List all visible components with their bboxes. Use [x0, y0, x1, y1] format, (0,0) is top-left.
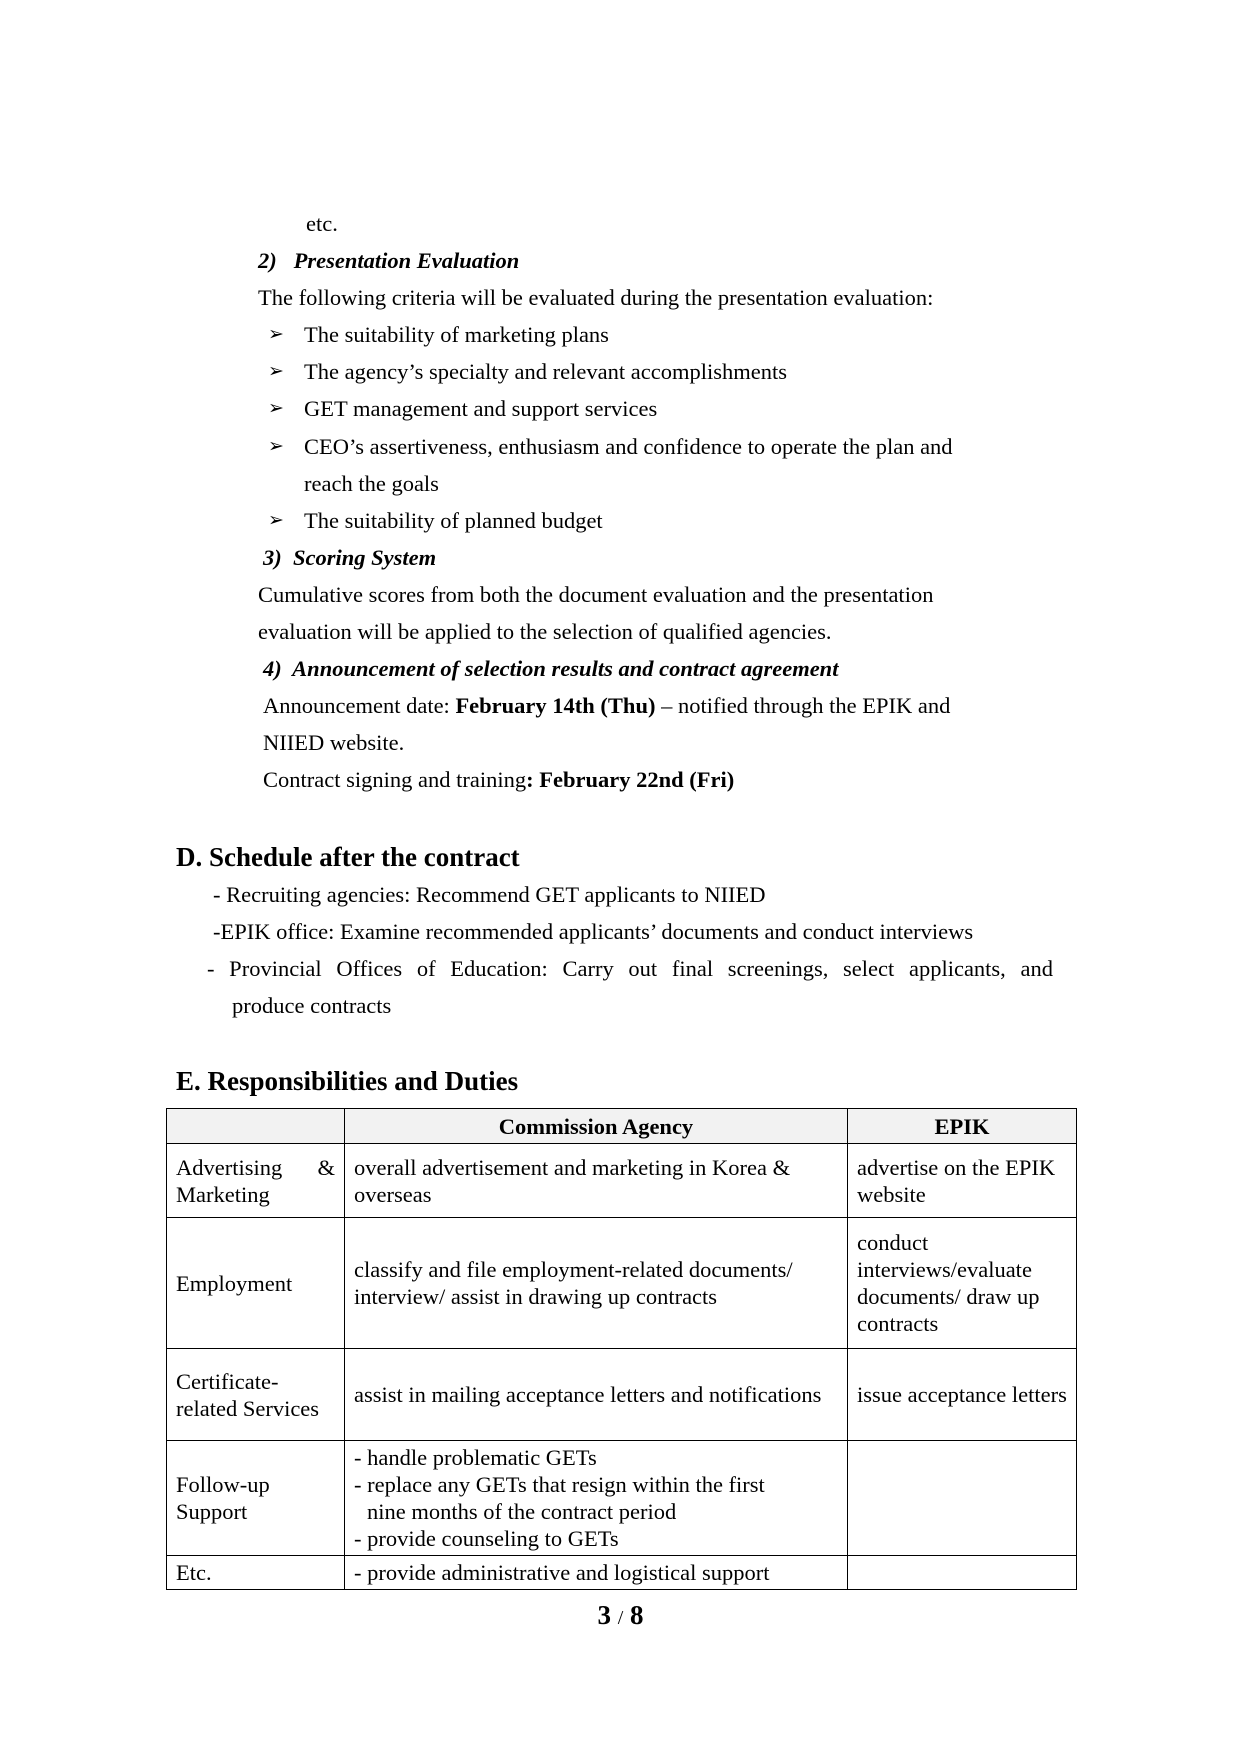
row-category: Certificate-related Services	[167, 1349, 345, 1441]
arrow-bullet-icon: ➢	[268, 361, 284, 382]
scoring-text-line1: Cumulative scores from both the document evaluation and the presentation	[258, 582, 934, 607]
scoring-heading-number: 3)	[263, 545, 282, 570]
criteria-item: The agency’s specialty and relevant accomplishments	[304, 359, 787, 384]
row-agency-duty: - provide administrative and logistical support	[345, 1556, 848, 1590]
section-e-title: E. Responsibilities and Duties	[176, 1066, 519, 1096]
row-agency-duty: classify and file employment-related documents/ interview/ assist in drawing up contracts	[345, 1218, 848, 1349]
criteria-item-continued: reach the goals	[304, 471, 439, 496]
continuation-text: etc.	[306, 211, 338, 236]
page-separator: /	[617, 1607, 624, 1629]
schedule-item-continued: produce contracts	[232, 993, 392, 1018]
header-commission-agency: Commission Agency	[345, 1109, 848, 1144]
header-epik: EPIK	[848, 1109, 1077, 1144]
row-category: Advertising & Marketing	[167, 1144, 345, 1218]
announcement-date-label: Announcement date:	[263, 693, 456, 718]
row-epik-duty: conduct interviews/evaluate documents/ draw up contracts	[848, 1218, 1077, 1349]
row-category: Etc.	[167, 1556, 345, 1590]
arrow-bullet-icon: ➢	[268, 398, 284, 419]
announcement-date-suffix-line2: NIIED website.	[263, 730, 405, 755]
presentation-intro: The following criteria will be evaluated during the presentation evaluation:	[258, 285, 934, 310]
scoring-heading-text: Scoring System	[293, 545, 437, 570]
row-category: Employment	[167, 1218, 345, 1349]
arrow-bullet-icon: ➢	[268, 436, 284, 457]
contract-signing-label: Contract signing and training	[263, 767, 527, 792]
table-row	[167, 1218, 1077, 1349]
section-d-title: D. Schedule after the contract	[176, 842, 520, 872]
scoring-heading	[263, 543, 436, 573]
duty-line: - provide counseling to GETs	[354, 1526, 619, 1551]
table-row	[167, 1144, 1077, 1218]
table-row	[167, 1556, 1077, 1590]
header-blank	[167, 1109, 345, 1144]
schedule-item: - Recruiting agencies: Recommend GET applicants to NIIED	[213, 882, 766, 907]
announcement-date-line	[263, 691, 950, 721]
announcement-heading-number: 4)	[263, 656, 282, 681]
row-epik-duty	[848, 1441, 1077, 1556]
responsibilities-table	[166, 1108, 1077, 1590]
announcement-heading-text: Announcement of selection results and contract agreement	[292, 656, 839, 681]
contract-signing-line	[263, 765, 734, 795]
row-agency-duty	[345, 1441, 848, 1556]
duty-line: - replace any GETs that resign within the first	[354, 1472, 765, 1497]
row-agency-duty: assist in mailing acceptance letters and notifications	[345, 1349, 848, 1441]
page-number	[0, 1600, 1241, 1633]
criteria-item: GET management and support services	[304, 396, 658, 421]
table-row	[167, 1441, 1077, 1556]
duty-line: - handle problematic GETs	[354, 1445, 597, 1470]
page-total: 8	[630, 1600, 644, 1630]
row-epik-duty: advertise on the EPIK website	[848, 1144, 1077, 1218]
page-current: 3	[597, 1600, 611, 1630]
table-row	[167, 1349, 1077, 1441]
presentation-heading-text: Presentation Evaluation	[293, 248, 520, 273]
schedule-item: -EPIK office: Examine recommended applicants’ documents and conduct interviews	[213, 919, 974, 944]
presentation-heading	[258, 246, 519, 276]
announcement-date-value: February 14th (Thu)	[455, 693, 656, 718]
contract-signing-value: : February 22nd (Fri)	[526, 767, 735, 792]
row-category: Follow-up Support	[167, 1441, 345, 1556]
row-epik-duty: issue acceptance letters	[848, 1349, 1077, 1441]
criteria-item: CEO’s assertiveness, enthusiasm and confidence to operate the plan and	[304, 434, 953, 459]
duty-line: nine months of the contract period	[367, 1499, 677, 1524]
arrow-bullet-icon: ➢	[268, 510, 284, 531]
scoring-text-line2: evaluation will be applied to the selection of qualified agencies.	[258, 619, 832, 644]
arrow-bullet-icon: ➢	[268, 324, 284, 345]
row-epik-duty	[848, 1556, 1077, 1590]
row-agency-duty: overall advertisement and marketing in Korea & overseas	[345, 1144, 848, 1218]
table-header-row	[167, 1109, 1077, 1144]
presentation-heading-number: 2)	[258, 248, 277, 273]
announcement-date-suffix: – notified through the EPIK and	[655, 693, 951, 718]
criteria-item: The suitability of planned budget	[304, 508, 603, 533]
schedule-item: - Provincial Offices of Education: Carry out final screenings, select applicants, and	[207, 956, 1053, 981]
announcement-heading	[263, 654, 838, 684]
criteria-item: The suitability of marketing plans	[304, 322, 609, 347]
